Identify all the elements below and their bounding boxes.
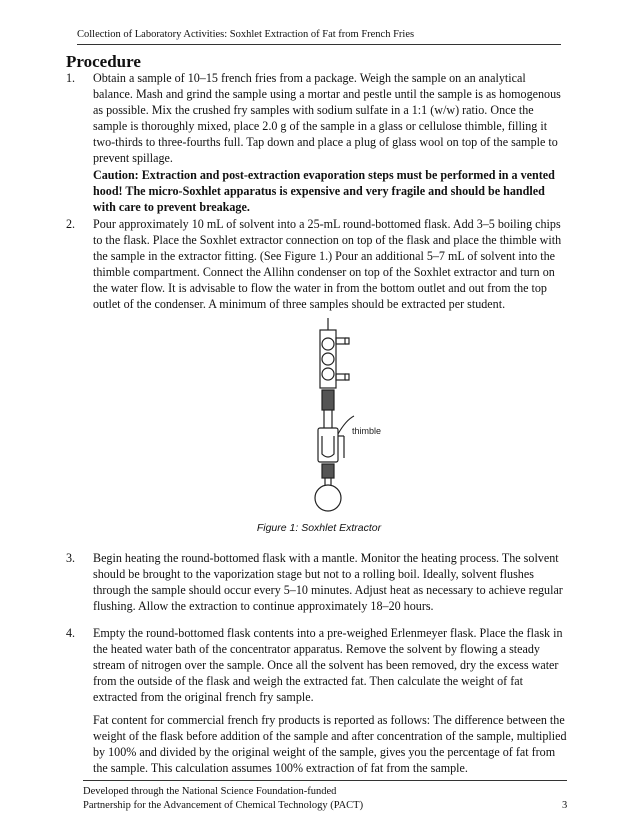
step-number: 4. <box>66 626 76 640</box>
footer-line-2: Partnership for the Advancement of Chemical Technology (PACT) <box>83 800 364 811</box>
running-header: Collection of Laboratory Activities: Soxhlet Extraction of Fat from French Fries <box>77 29 415 40</box>
procedure-step-2 <box>66 216 566 313</box>
soxhlet-extractor-figure <box>300 318 400 514</box>
fat-content-paragraph: Fat content for commercial french fry products is reported as follows: The difference between the weight of the flask before addition of the sample and after concentration of the sample, multiplied by 100% and divided by the original weight of the sample, gives you the percentage of fat from the sample. This calculation assumes 100% extraction of fat from the sample. <box>93 713 567 776</box>
thimble-label: thimble <box>352 426 382 436</box>
footer-line-1: Developed through the National Science Foundation-funded <box>83 786 337 797</box>
step-text: Obtain a sample of 10–15 french fries from a package. Weigh the sample on an analytical balance. Mash and grind the sample using a mortar and pestle until the sample is as homogenous as possible. Mix the crushed fry samples with sodium sulfate in a 1:1 (w/w) ratio. Once the sample is thoroughly mixed, place 2.0 g of the sample in a glass or cellulose thimble, filling it two-thirds to three-fourths full. Tap down and place a plug of glass wool on top of the sample to prevent spillage. <box>93 71 561 166</box>
step-text: Empty the round-bottomed flask contents into a pre-weighed Erlenmeyer flask. Place the flask in the heated water bath of the concentrator apparatus. Remove the solvent by flowing a steady stream of nitrogen over the sample. Once all the solvent has been removed, dry the excess water from the outside of the flask and weigh the extracted fat. Then calculate the weight of fat extracted from the original french fry sample. <box>93 626 563 705</box>
caution-note: Caution: Extraction and post-extraction evaporation steps must be performed in a vented hood! The micro-Soxhlet apparatus is expensive and very fragile and should be handled with care to prevent breakage. <box>93 167 555 214</box>
procedure-step-1 <box>66 70 566 215</box>
step-number: 2. <box>66 217 76 231</box>
page-number: 3 <box>562 800 568 811</box>
section-title: Procedure <box>66 52 141 71</box>
footer-rule <box>83 780 567 781</box>
header-rule <box>77 44 561 45</box>
figure-caption: Figure 1: Soxhlet Extractor <box>256 522 382 534</box>
step-text: Begin heating the round-bottomed flask with a mantle. Monitor the heating process. The solvent should be brought to the vaporization stage but not to a rolling boil. Ideally, solvent flushes through the sample should occur every 5–10 minutes. Adjust heat as necessary to achieve regular flushing. Allow the extraction to continue approximately 18–20 hours. <box>93 551 563 614</box>
step-text: Pour approximately 10 mL of solvent into a 25-mL round-bottomed flask. Add 3–5 boiling chips to the flask. Place the Soxhlet extractor connection on top of the flask and place the thimble with the sample in the extractor fitting. (See Figure 1.) Pour an additional 5–7 mL of solvent into the thimble compartment. Connect the Allihn condenser on top of the Soxhlet extractor and turn on the water flow. It is advisable to flow the water in from the bottom outlet and out from the top outlet of the condenser. A minimum of three samples should be extracted per student. <box>93 217 562 312</box>
procedure-step-4 <box>66 625 566 705</box>
step-number: 3. <box>66 551 76 565</box>
step-number: 1. <box>66 71 76 85</box>
procedure-step-3 <box>66 550 566 614</box>
